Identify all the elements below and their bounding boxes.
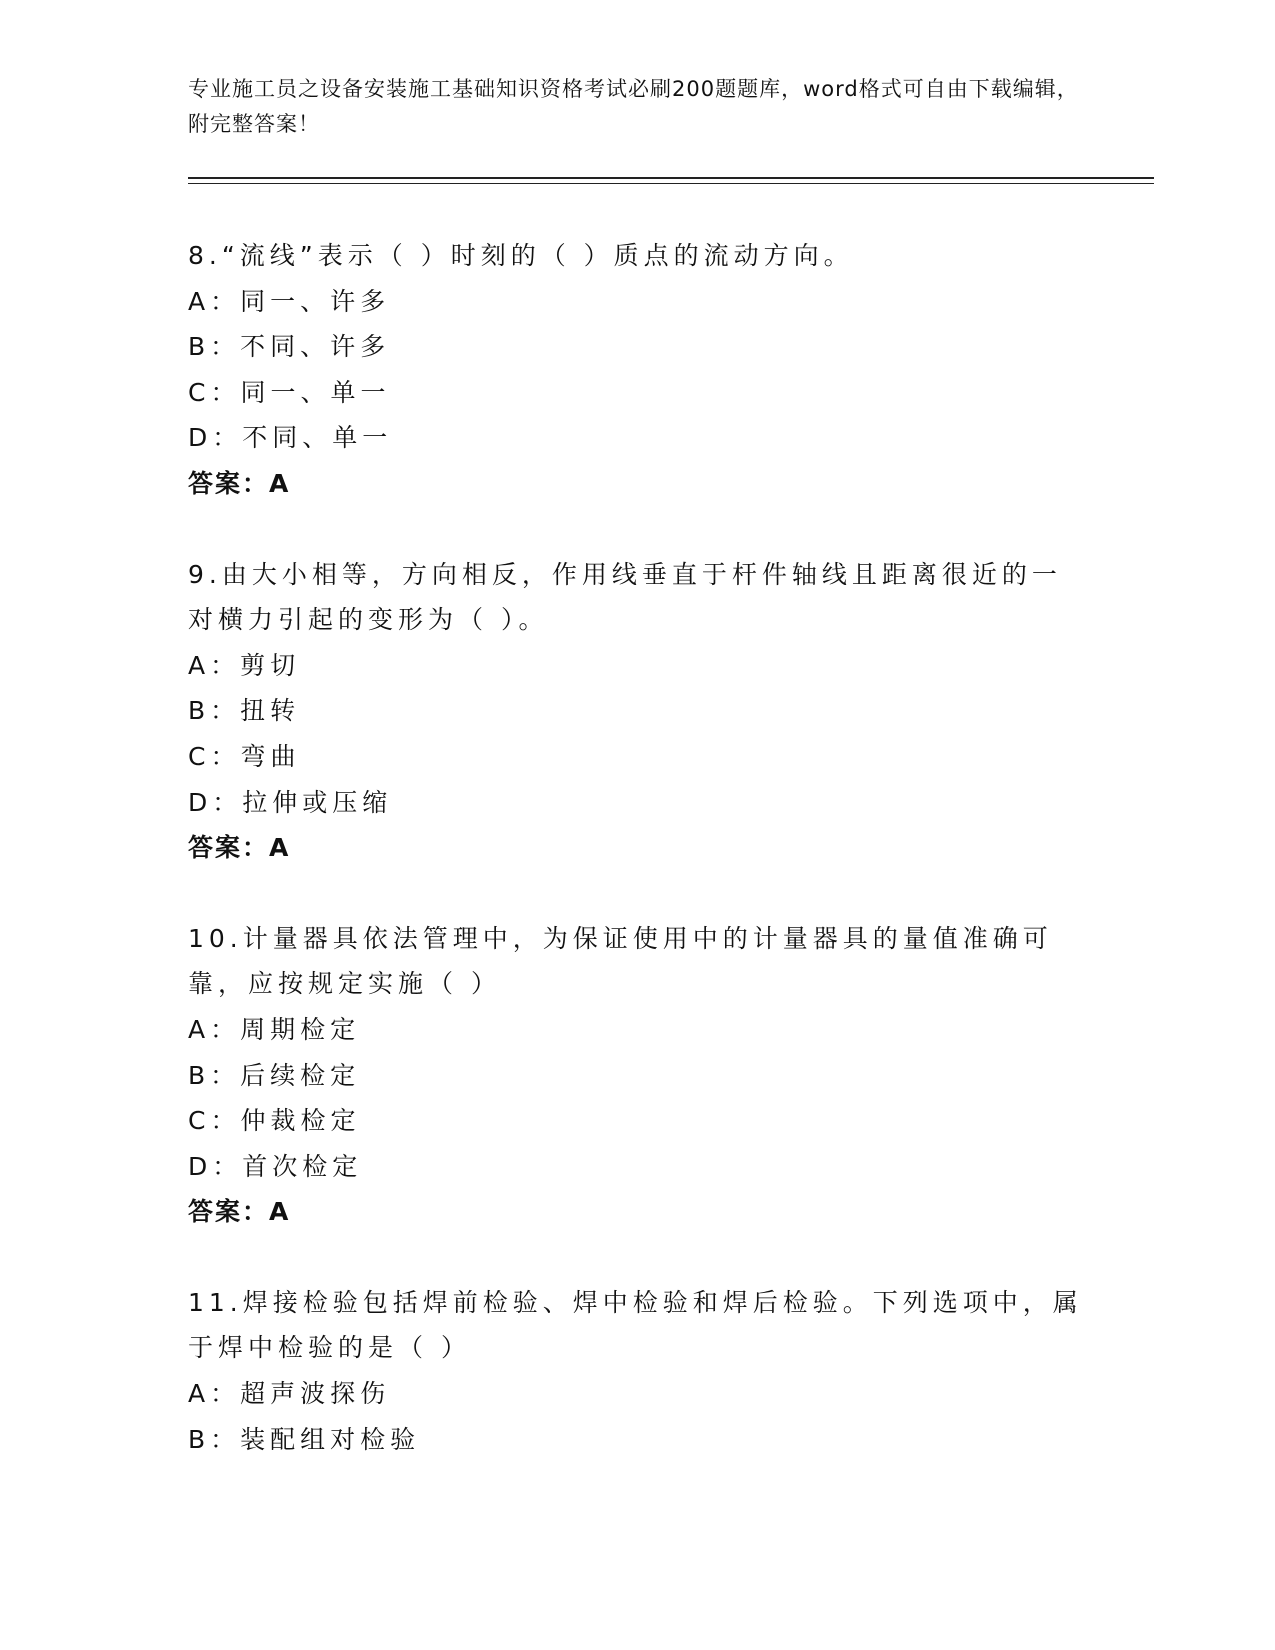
- question-9: [188, 552, 1088, 871]
- option-a: A：同一、许多: [188, 286, 391, 316]
- answer: 答案：A: [188, 1197, 291, 1227]
- header-divider-thick: [188, 177, 1154, 179]
- option-c: C：弯曲: [188, 741, 301, 771]
- question-8: [188, 233, 1088, 507]
- question-text: 9.由大小相等，方向相反，作用线垂直于杆件轴线且距离很近的一对横力引起的变形为（ ）。: [188, 559, 1062, 635]
- answer: 答案：A: [188, 833, 291, 863]
- option-b: B：不同、许多: [188, 332, 391, 362]
- option-b: B：扭转: [188, 696, 301, 726]
- question-10: [188, 916, 1088, 1235]
- option-c: C：仲裁检定: [188, 1106, 361, 1136]
- option-d: D：拉伸或压缩: [188, 787, 393, 817]
- option-b: B：后续检定: [188, 1060, 361, 1090]
- option-d: D：不同、单一: [188, 423, 393, 453]
- header-divider-thin: [188, 183, 1154, 184]
- question-11: [188, 1280, 1088, 1462]
- answer: 答案：A: [188, 468, 291, 498]
- question-text: 10.计量器具依法管理中，为保证使用中的计量器具的量值准确可靠，应按规定实施（ ）: [188, 923, 1053, 999]
- question-text: 11.焊接检验包括焊前检验、焊中检验和焊后检验。下列选项中，属于焊中检验的是（ ）: [188, 1287, 1083, 1363]
- question-list: [188, 233, 1088, 1507]
- option-c: C：同一、单一: [188, 377, 391, 407]
- option-a: A：周期检定: [188, 1014, 361, 1044]
- option-b: B：装配组对检验: [188, 1424, 421, 1454]
- question-text: 8.“流线”表示（ ）时刻的（ ）质点的流动方向。: [188, 241, 854, 270]
- document-header: 专业施工员之设备安装施工基础知识资格考试必刷200题题库，word格式可自由下载编辑，附完整答案！: [188, 77, 1079, 136]
- option-a: A：剪切: [188, 650, 301, 680]
- option-a: A：超声波探伤: [188, 1379, 391, 1409]
- option-d: D：首次检定: [188, 1151, 363, 1181]
